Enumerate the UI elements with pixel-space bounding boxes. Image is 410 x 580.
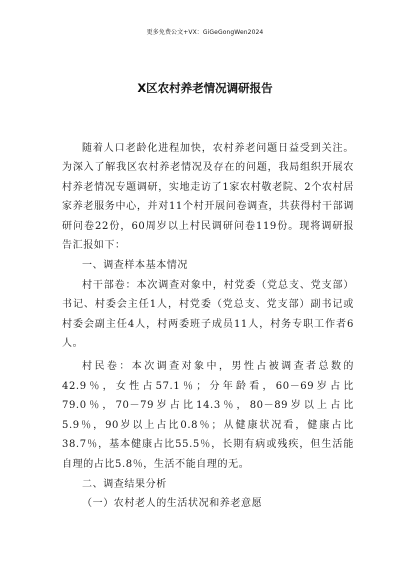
- section-heading-sample: 一、调查样本基本情况: [82, 260, 188, 272]
- intro-paragraph: 随着人口老龄化进程加快，农村养老问题日益受到关注。为深入了解我区农村养老情况及存在的问题，我局组织开展农村养老情况专题调研，实地走访了1家农村敬老院、2个农村居家养老服务中心，并对11个村开展问卷调查，共获得村干部调研问卷22份，60周岁以上村民调研问卷119份。现将调研报告汇报如下：: [62, 143, 354, 252]
- villager-survey-paragraph: 村民卷：本次调查对象中，男性占被调查者总数的42.9％，女性占57.1％；分年龄看，60－69岁占比79.0％，70－79岁占比14.3％，80－89岁以上占比5.9％，90岁以上占比0.8％；从健康状况看，健康占比38.7％，基本健康占比55.5％，长期有病或残疾，但生活能自理的占比5.8％，生活不能自理的无。: [62, 361, 354, 470]
- header-note: 更多免费公文+VX：GiGeGongWen2024: [146, 29, 264, 36]
- section-heading-results: 二、调查结果分析: [82, 478, 167, 490]
- document-title: X区农村养老情况调研报告: [137, 81, 273, 95]
- subsection-heading-living-status: （一）农村老人的生活状况和养老意愿: [82, 498, 263, 510]
- cadre-survey-paragraph: 村干部卷：本次调查对象中，村党委（党总支、党支部）书记、村委会主任1人，村党委（党总支、党支部）副书记或村委会副主任4人，村两委班子成员11人，村务专职工作者6人。: [62, 279, 354, 350]
- document-body: [62, 139, 354, 514]
